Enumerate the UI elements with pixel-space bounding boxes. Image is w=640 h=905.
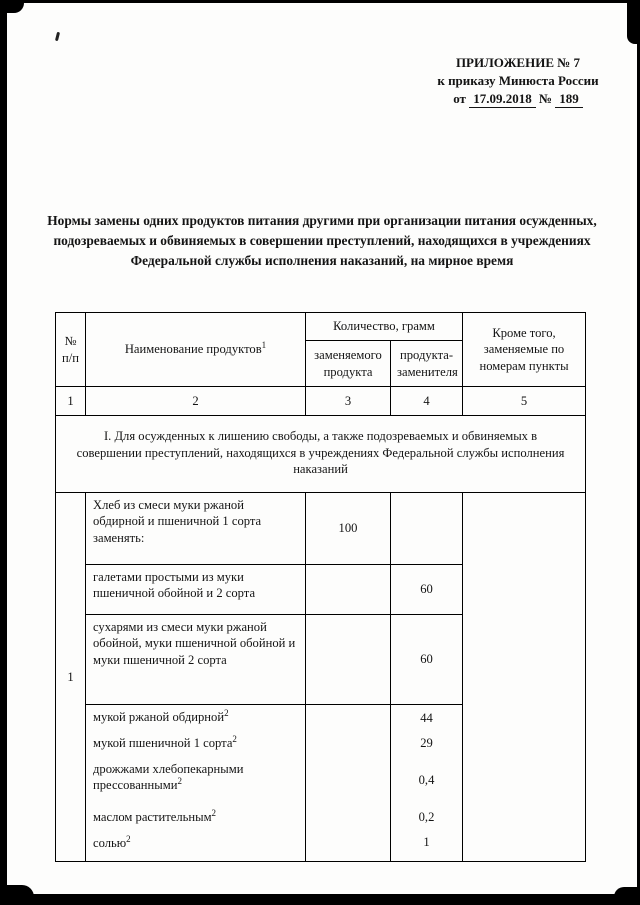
scan-border-left (0, 0, 7, 905)
scan-artifact-tick (55, 32, 60, 41)
scan-artifact-top-left (0, 0, 24, 13)
footnote-marker-1: 1 (261, 340, 267, 351)
table-row (56, 493, 586, 565)
replaced-quantity: 100 (306, 493, 391, 565)
appendix-header (420, 54, 616, 109)
product-name (86, 615, 306, 705)
product-name (86, 493, 306, 565)
substitute-quantity: 1 (391, 831, 463, 862)
col-header-num: № п/п (56, 313, 86, 387)
substitute-quantity (391, 493, 463, 565)
footnote-marker: 2 (126, 833, 131, 844)
substitute-quantity: 60 (391, 565, 463, 615)
product-name-text: маслом растительным (93, 809, 212, 824)
order-date-number (420, 90, 616, 108)
product-name-text: дрожжами хлебопекарными прессованными (93, 761, 244, 792)
col-header-extra: Кроме того, заменяемые по номерам пункты (463, 313, 586, 387)
scan-artifact-bottom-left (0, 885, 34, 905)
replaced-quantity (306, 831, 391, 862)
table-header-row-1 (56, 313, 586, 341)
col-header-replaced: заменяемого продукта (306, 341, 391, 387)
col-number-1: 1 (56, 387, 86, 416)
extra-cell (463, 493, 586, 862)
products-replacement-table (55, 312, 586, 862)
col-header-name (86, 313, 306, 387)
replaced-quantity (306, 615, 391, 705)
product-name-text: мукой пшеничной 1 сорта (93, 735, 233, 750)
col-header-name-label: Наименование продуктов (124, 342, 262, 357)
scan-border-top (0, 0, 640, 3)
order-number: 189 (555, 92, 583, 108)
footnote-marker: 2 (224, 707, 229, 718)
product-name (86, 757, 306, 805)
product-name (86, 731, 306, 757)
footnote-marker: 2 (232, 733, 237, 744)
substitute-quantity: 0,4 (391, 757, 463, 805)
replaced-quantity (306, 731, 391, 757)
item-number: 1 (56, 493, 86, 862)
column-numbers-row (56, 387, 586, 416)
appendix-title: ПРИЛОЖЕНИЕ № 7 (455, 55, 581, 70)
product-name (86, 831, 306, 862)
col-number-4: 4 (391, 387, 463, 416)
substitute-quantity: 44 (391, 705, 463, 731)
number-sign: № (538, 91, 553, 107)
substitute-quantity: 0,2 (391, 805, 463, 831)
col-number-3: 3 (306, 387, 391, 416)
product-name-text: Хлеб из смеси муки ржаной обдирной и пшеничной 1 сорта заменять: (93, 498, 262, 545)
substitute-quantity: 60 (391, 615, 463, 705)
section-title: I. Для осужденных к лишению свободы, а также подозреваемых и обвиняемых в совершении преступлений, находящихся в учреждениях Федеральной службы исполнения наказаний (56, 416, 586, 493)
replaced-quantity (306, 565, 391, 615)
replaced-quantity (306, 705, 391, 731)
product-name-text: мукой ржаной обдирной (93, 710, 225, 724)
col-header-quantity: Количество, грамм (306, 313, 463, 341)
replaced-quantity (306, 757, 391, 805)
order-reference: к приказу Минюста России (437, 73, 599, 89)
footnote-marker: 2 (177, 775, 182, 786)
order-date: 17.09.2018 (469, 92, 536, 108)
product-name (86, 805, 306, 831)
col-header-substitute: продукта-заменителя (391, 341, 463, 387)
product-name (86, 565, 306, 615)
scan-border-bottom (0, 894, 640, 905)
document-title: Нормы замены одних продуктов питания другими при организации питания осужденных, подозреваемых и обвиняемых в совершении преступлений, находящихся в учреждениях Федеральной службы исполнения наказаний, на мирное время (47, 213, 597, 268)
product-name (86, 705, 306, 731)
scan-artifact-top-right (627, 0, 640, 44)
product-name-text: сухарями из смеси муки ржаной обойной, муки пшеничной обойной и муки пшеничной 2 сорта (93, 620, 296, 667)
footnote-marker: 2 (211, 807, 217, 818)
section-row (56, 416, 586, 493)
substitute-quantity: 29 (391, 731, 463, 757)
col-number-2: 2 (86, 387, 306, 416)
col-number-5: 5 (463, 387, 586, 416)
from-label: от (453, 91, 466, 107)
product-name-text: галетами простыми из муки пшеничной обойной и 2 сорта (93, 570, 256, 601)
replaced-quantity (306, 805, 391, 831)
product-name-text: солью (93, 835, 127, 850)
scan-artifact-bottom-right (614, 887, 640, 905)
